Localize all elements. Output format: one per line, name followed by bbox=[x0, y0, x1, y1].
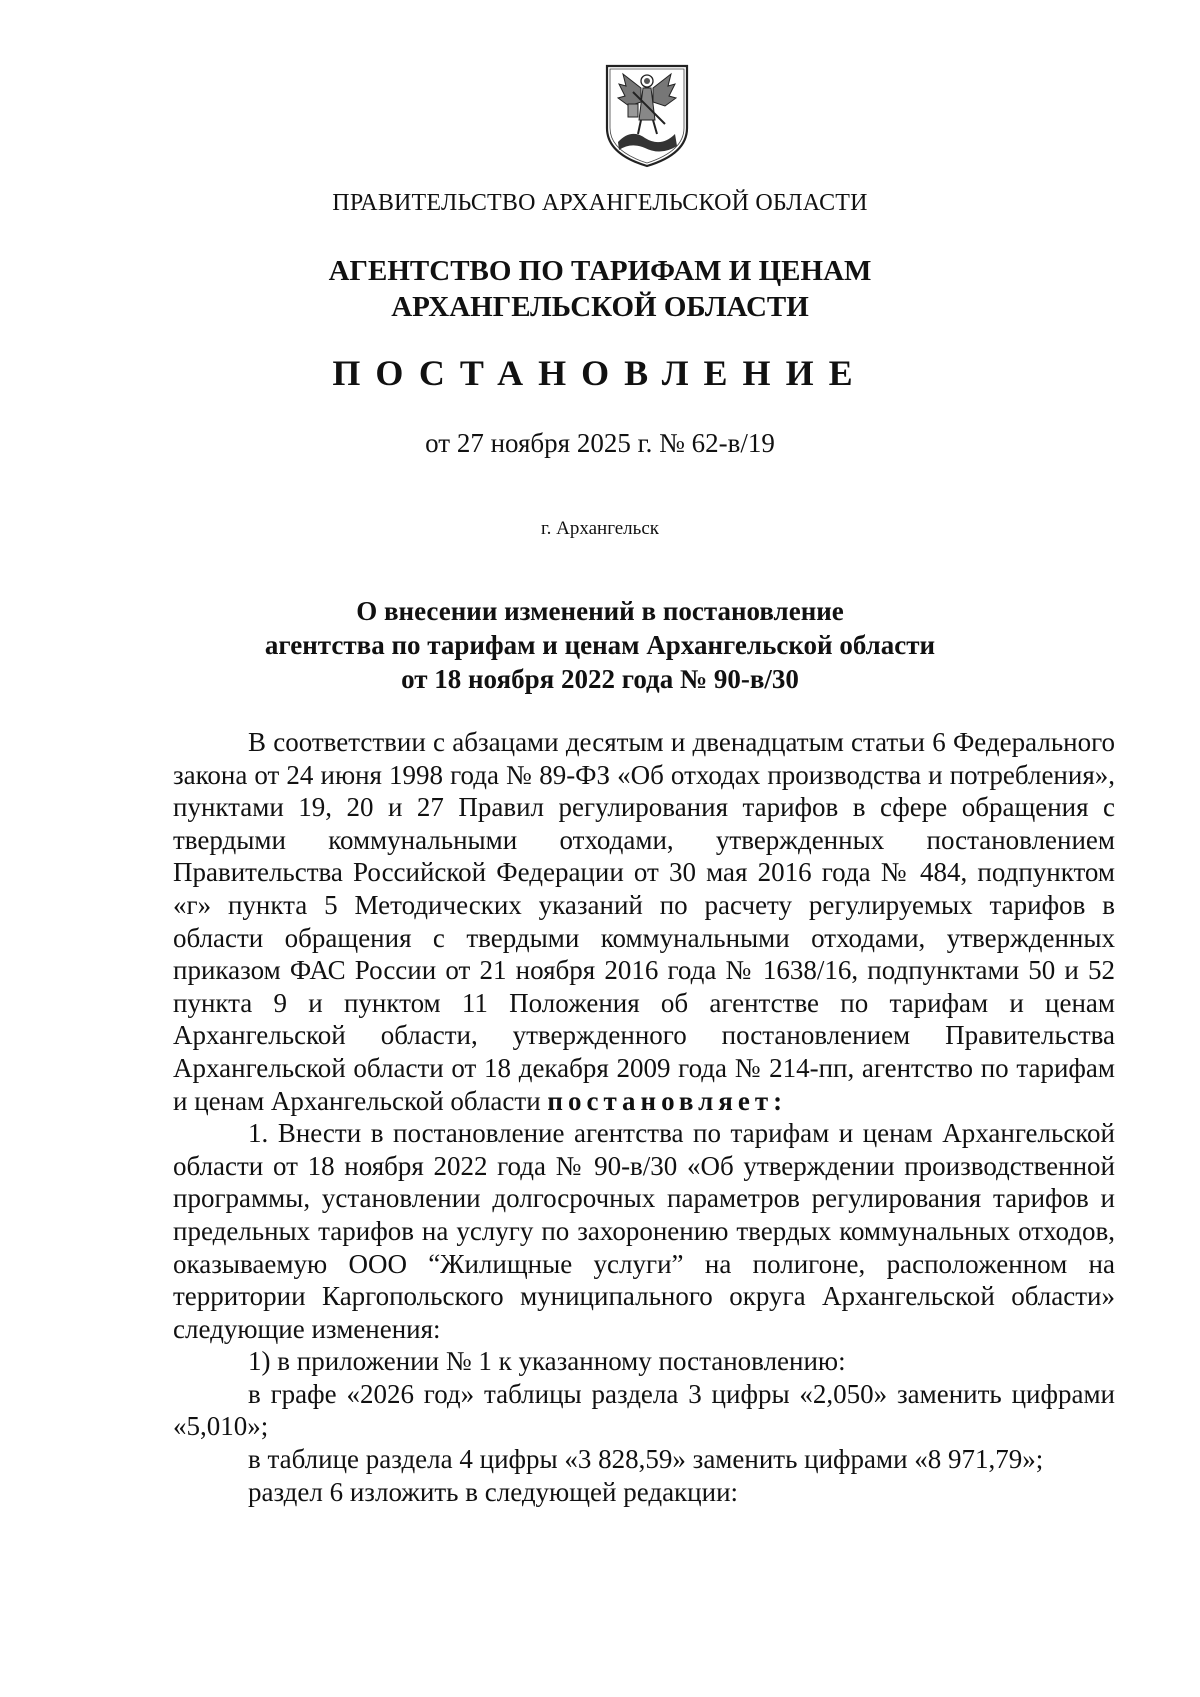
change-paragraph-table4: в таблице раздела 4 цифры «3 828,59» заменить цифрами «8 971,79»; bbox=[248, 1444, 1044, 1475]
change-paragraph-graph: в графе «2026 год» таблицы раздела 3 цифры «2,050» заменить цифрами «5,010»; bbox=[173, 1378, 1115, 1442]
document-date-number: от 27 ноября 2025 г. № 62-в/19 bbox=[425, 428, 775, 458]
document-title-line-1: О внесении изменений в постановление bbox=[356, 596, 844, 626]
document-type-heading: ПОСТАНОВЛЕНИЕ bbox=[332, 353, 868, 393]
subitem-1-paragraph: 1) в приложении № 1 к указанному постановлению: bbox=[248, 1346, 846, 1377]
agency-name-line-1: АГЕНТСТВО ПО ТАРИФАМ И ЦЕНАМ bbox=[328, 255, 872, 287]
preamble-paragraph bbox=[173, 726, 1115, 1117]
document-title-line-2: агентства по тарифам и ценам Архангельской области bbox=[264, 630, 936, 660]
coat-of-arms-emblem bbox=[603, 62, 691, 170]
document-body bbox=[173, 726, 1115, 1508]
government-name: ПРАВИТЕЛЬСТВО АРХАНГЕЛЬСКОЙ ОБЛАСТИ bbox=[332, 190, 868, 216]
document-title-line-3: от 18 ноября 2022 года № 90-в/30 bbox=[401, 664, 799, 694]
item-1-paragraph: 1. Внести в постановление агентства по тарифам и ценам Архангельской области от 18 ноября 2022 года № 90-в/30 «Об утверждении производственной программы, установлении долгосрочных параметров регулирования тарифов и предельных тарифов на услугу по захоронению твердых коммунальных отходов, оказываемую ООО “Жилищные услуги” на полигоне, расположенном на территории Каргопольского муниципального округа Архангельской области» следующие изменения: bbox=[173, 1118, 1115, 1344]
change-paragraph-section6: раздел 6 изложить в следующей редакции: bbox=[248, 1476, 739, 1507]
agency-name bbox=[0, 253, 1200, 325]
document-title bbox=[0, 594, 1200, 696]
document-city: г. Архангельск bbox=[540, 518, 659, 539]
decree-word: постановляет: bbox=[547, 1085, 788, 1116]
preamble-text: В соответствии с абзацами десятым и двенадцатым статьи 6 Федерального закона от 24 июня 1998 года № 89-ФЗ «Об отходах производства и потребления», пунктами 19, 20 и 27 Правил регулирования тарифов в сфере обращения с твердыми коммунальными отходами, утвержденных постановлением Правительства Российской Федерации от 30 мая 2016 года № 484, подпунктом «г» пункта 5 Методических указаний по расчету регулируемых тарифов в области обращения с твердыми коммунальными отходами, утвержденных приказом ФАС России от 21 ноября 2016 года № 1638/16, подпунктами 50 и 52 пункта 9 и пунктом 11 Положения об агентстве по тарифам и ценам Архангельской области, утвержденного постановлением Правительства Архангельской области от 18 декабря 2009 года № 214-пп, агентство по тарифам и ценам Архангельской области bbox=[173, 727, 1115, 1116]
agency-name-line-2: АРХАНГЕЛЬСКОЙ ОБЛАСТИ bbox=[391, 291, 809, 323]
